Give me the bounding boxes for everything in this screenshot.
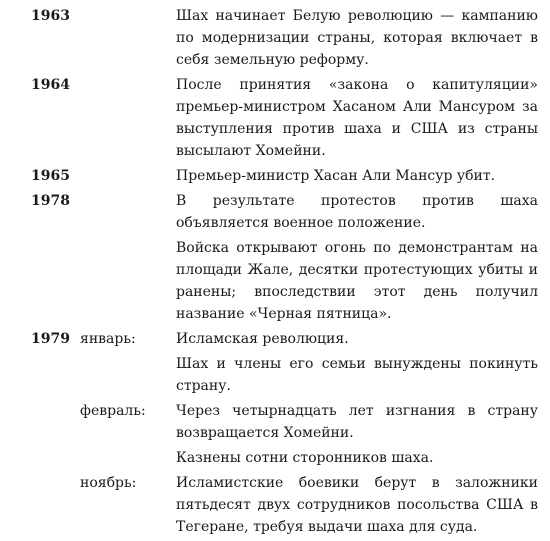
entry-paragraph: Шах начинает Белую революцию — кампанию по модернизации страны, которая включает в себя земельную реформу.	[176, 8, 538, 68]
entry-paragraph: Исламская революция.	[176, 331, 349, 347]
entry-month: январь:	[80, 331, 136, 347]
entry-paragraph: Премьер-министр Хасан Али Мансур убит.	[176, 168, 496, 184]
entry-paragraph: После принятия «закона о капитуляции» премьер-министром Хасаном Али Мансуром за выступления против шаха и США из страны высылают Хомейни.	[176, 77, 538, 159]
entry-year: 1965	[31, 168, 70, 184]
entry-year: 1963	[31, 8, 70, 24]
entry-text	[176, 190, 538, 328]
entry-text	[176, 328, 538, 400]
timeline-entry-1978	[31, 190, 538, 328]
entry-paragraph: Исламистские боевики берут в заложники пятьдесят двух сотрудников посольства США в Тегеране, требуя выдачи шаха для суда.	[176, 475, 538, 535]
timeline-entry-1979-february	[31, 400, 538, 472]
entry-text	[176, 5, 538, 74]
entry-year: 1979	[31, 331, 70, 347]
entry-paragraph: Шах и члены его семьи вынуждены покинуть страну.	[176, 356, 538, 394]
entry-text	[176, 400, 538, 472]
entry-year: 1964	[31, 77, 70, 93]
entry-paragraph: Казнены сотни сторонников шаха.	[176, 450, 434, 466]
entry-text	[176, 165, 538, 190]
entry-month: ноябрь:	[80, 475, 137, 491]
entry-year: 1978	[31, 193, 70, 209]
timeline-entry-1979-january	[31, 328, 538, 400]
entry-month: февраль:	[80, 403, 146, 419]
entry-text	[176, 472, 538, 541]
timeline-entry-1979-november	[31, 472, 538, 541]
timeline-entry-1963	[31, 5, 538, 74]
timeline-entry-1965	[31, 165, 538, 190]
entry-paragraph: Через четырнадцать лет изгнания в страну возвращается Хомейни.	[176, 403, 538, 441]
entry-paragraph: Войска открывают огонь по демонстрантам на площади Жале, десятки протестующих убиты и ранены; впоследствии этот день получил название «Черная пятница».	[176, 240, 538, 322]
entry-text	[176, 74, 538, 165]
timeline-entry-1964	[31, 74, 538, 165]
entry-paragraph: В результате протестов против шаха объявляется военное положение.	[176, 193, 538, 231]
